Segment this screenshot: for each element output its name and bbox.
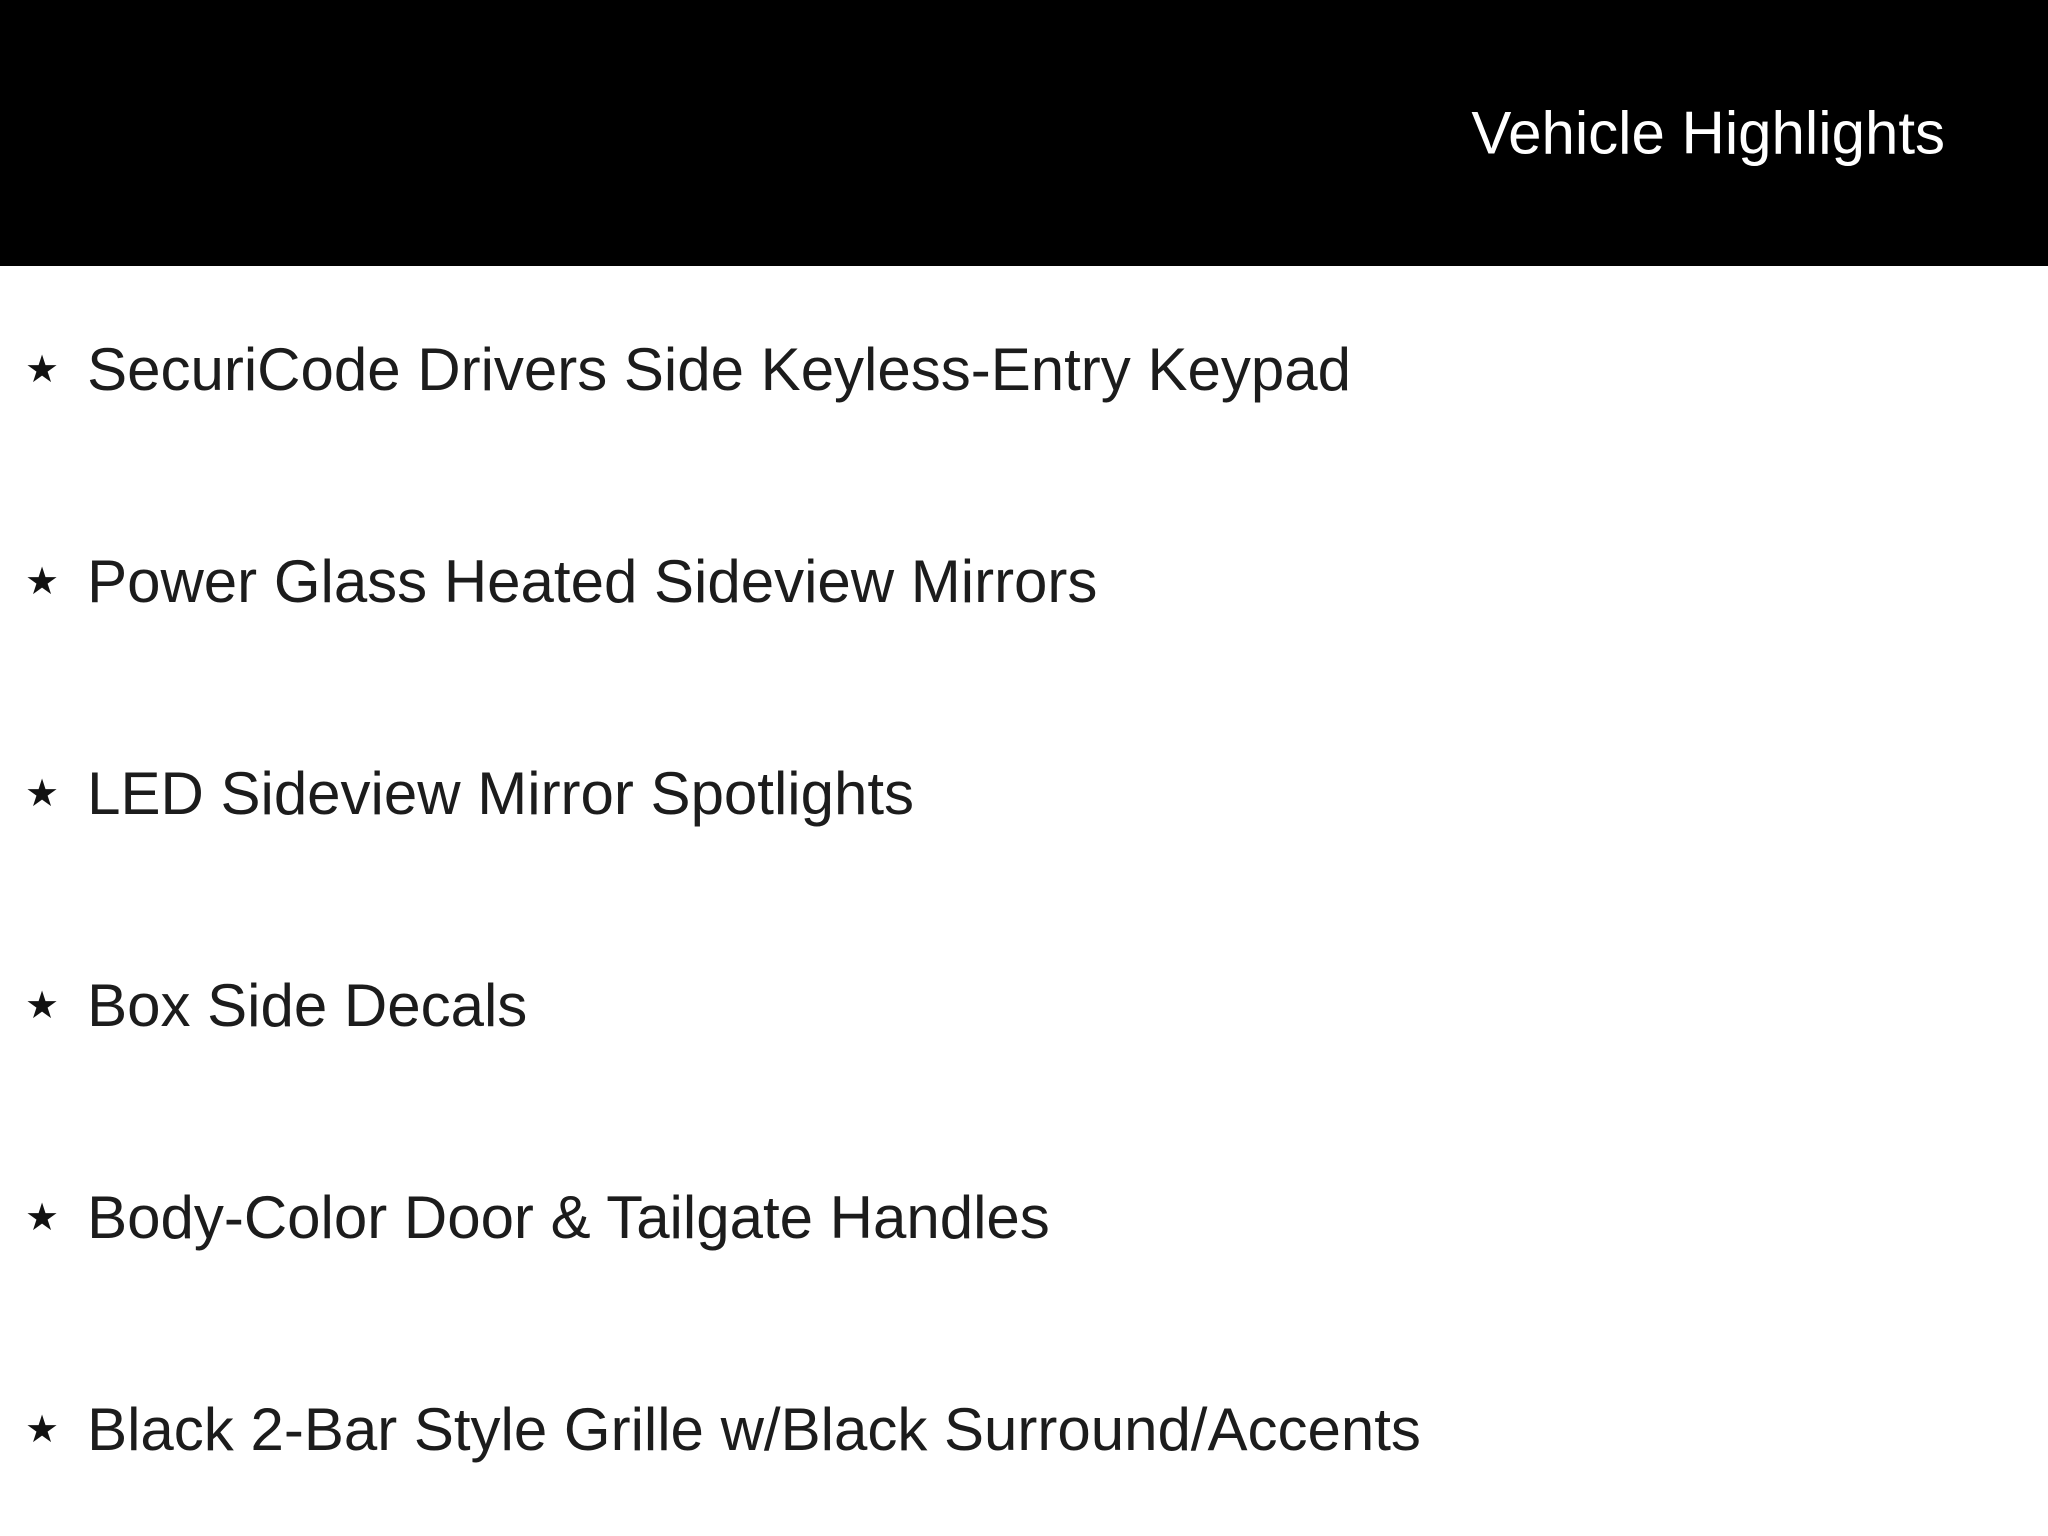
highlight-item: [25, 546, 2048, 618]
highlight-item-label: Box Side Decals: [87, 972, 528, 1039]
star-bullet-icon: ★: [25, 561, 60, 603]
star-bullet-icon: ★: [25, 773, 60, 815]
star-bullet-icon: ★: [25, 985, 60, 1027]
highlight-item-label: LED Sideview Mirror Spotlights: [87, 760, 915, 827]
star-bullet-icon: ★: [25, 1409, 60, 1451]
vehicle-highlights-list: [0, 334, 2048, 1466]
highlight-item-label: Body-Color Door & Tailgate Handles: [87, 1184, 1050, 1251]
highlight-item-label: Black 2-Bar Style Grille w/Black Surround/Accents: [87, 1396, 1421, 1463]
star-bullet-icon: ★: [25, 349, 60, 391]
header-bar: [0, 0, 2048, 266]
highlight-item: [25, 1182, 2048, 1254]
highlight-item: [25, 1394, 2048, 1466]
highlight-item: [25, 758, 2048, 830]
highlight-item-label: SecuriCode Drivers Side Keyless-Entry Keypad: [87, 336, 1351, 403]
highlight-item: [25, 970, 2048, 1042]
star-bullet-icon: ★: [25, 1197, 60, 1239]
highlight-item-label: Power Glass Heated Sideview Mirrors: [87, 548, 1098, 615]
highlight-item: [25, 334, 2048, 406]
page-title: Vehicle Highlights: [1471, 99, 1945, 167]
